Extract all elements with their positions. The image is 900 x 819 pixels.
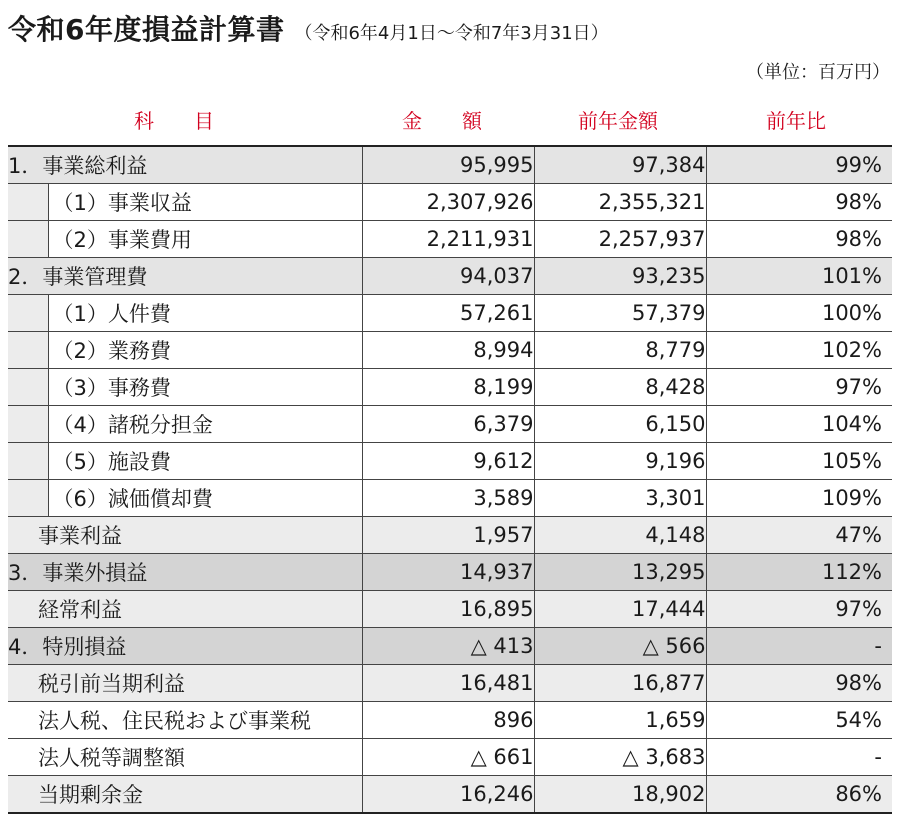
row-amount: 94,037 <box>362 258 534 295</box>
row-amount: 16,246 <box>362 776 534 814</box>
table-row <box>8 739 892 776</box>
column-header-prev-amount: 前年金額 <box>578 108 658 133</box>
unit-label: （単位：百万円） <box>746 62 890 83</box>
row-indent <box>8 369 48 406</box>
row-amount: 16,481 <box>362 665 534 702</box>
row-prev-amount: 16,877 <box>534 665 706 702</box>
row-prev-amount: 3,301 <box>534 480 706 517</box>
row-label: 事業利益 <box>8 517 362 554</box>
row-label: 経常利益 <box>8 591 362 628</box>
row-label: （2）業務費 <box>48 332 362 369</box>
table-row <box>8 406 892 443</box>
page-title: 令和6年度損益計算書 <box>8 13 285 46</box>
row-ratio: 98% <box>706 221 892 258</box>
table-row <box>8 554 892 591</box>
row-label: （5）施設費 <box>48 443 362 480</box>
row-amount: △ 661 <box>362 739 534 776</box>
fiscal-period: （令和6年4月1日～令和7年3月31日） <box>294 23 609 44</box>
table-row <box>8 480 892 517</box>
row-indent <box>8 332 48 369</box>
row-amount: 9,612 <box>362 443 534 480</box>
row-label: （3）事務費 <box>48 369 362 406</box>
row-indent <box>8 480 48 517</box>
row-prev-amount: 6,150 <box>534 406 706 443</box>
row-label: （1）人件費 <box>48 295 362 332</box>
table-row <box>8 146 892 184</box>
row-amount: 57,261 <box>362 295 534 332</box>
row-label: （6）減価償却費 <box>48 480 362 517</box>
row-ratio: 54% <box>706 702 892 739</box>
table-row <box>8 295 892 332</box>
table-row <box>8 443 892 480</box>
row-label: 2．事業管理費 <box>8 258 362 295</box>
row-prev-amount: 1,659 <box>534 702 706 739</box>
row-label: 当期剰余金 <box>8 776 362 814</box>
row-amount: 95,995 <box>362 146 534 184</box>
table-row <box>8 776 892 814</box>
row-ratio: 105% <box>706 443 892 480</box>
row-ratio: 97% <box>706 369 892 406</box>
row-amount: 896 <box>362 702 534 739</box>
row-amount: 8,199 <box>362 369 534 406</box>
row-ratio: 104% <box>706 406 892 443</box>
row-label: 税引前当期利益 <box>8 665 362 702</box>
table-row <box>8 665 892 702</box>
row-ratio: 102% <box>706 332 892 369</box>
row-amount: 16,895 <box>362 591 534 628</box>
row-prev-amount: 93,235 <box>534 258 706 295</box>
row-amount: 6,379 <box>362 406 534 443</box>
row-label: 4．特別損益 <box>8 628 362 665</box>
column-header-ratio: 前年比 <box>766 108 826 133</box>
row-prev-amount: 9,196 <box>534 443 706 480</box>
row-label: 法人税、住民税および事業税 <box>8 702 362 739</box>
row-ratio: 98% <box>706 665 892 702</box>
row-label: 3．事業外損益 <box>8 554 362 591</box>
row-prev-amount: 18,902 <box>534 776 706 814</box>
column-header-amount: 金 額 <box>402 108 482 133</box>
row-prev-amount: 4,148 <box>534 517 706 554</box>
row-label: （2）事業費用 <box>48 221 362 258</box>
row-amount: 2,211,931 <box>362 221 534 258</box>
row-ratio: 109% <box>706 480 892 517</box>
income-statement-table <box>8 145 892 814</box>
row-label: 法人税等調整額 <box>8 739 362 776</box>
row-ratio: 99% <box>706 146 892 184</box>
row-ratio: 86% <box>706 776 892 814</box>
row-prev-amount: 2,257,937 <box>534 221 706 258</box>
table-row <box>8 628 892 665</box>
table-row <box>8 184 892 221</box>
table-row <box>8 258 892 295</box>
row-ratio: 97% <box>706 591 892 628</box>
row-amount: 1,957 <box>362 517 534 554</box>
row-ratio: - <box>706 739 892 776</box>
row-prev-amount: 57,379 <box>534 295 706 332</box>
row-ratio: 101% <box>706 258 892 295</box>
row-ratio: 100% <box>706 295 892 332</box>
row-indent <box>8 184 48 221</box>
row-indent <box>8 406 48 443</box>
row-prev-amount: △ 566 <box>534 628 706 665</box>
row-indent <box>8 295 48 332</box>
row-label: 1．事業総利益 <box>8 146 362 184</box>
column-header-subject: 科 目 <box>134 108 214 133</box>
row-indent <box>8 443 48 480</box>
row-ratio: 112% <box>706 554 892 591</box>
row-amount: 14,937 <box>362 554 534 591</box>
row-prev-amount: 8,428 <box>534 369 706 406</box>
row-indent <box>8 221 48 258</box>
row-label: （1）事業収益 <box>48 184 362 221</box>
row-prev-amount: 97,384 <box>534 146 706 184</box>
row-ratio: 98% <box>706 184 892 221</box>
row-prev-amount: 2,355,321 <box>534 184 706 221</box>
table-row <box>8 332 892 369</box>
table-row <box>8 369 892 406</box>
table-row <box>8 517 892 554</box>
table-row <box>8 221 892 258</box>
row-prev-amount: △ 3,683 <box>534 739 706 776</box>
table-row <box>8 591 892 628</box>
row-amount: 8,994 <box>362 332 534 369</box>
title-block <box>8 8 609 48</box>
table-row <box>8 702 892 739</box>
row-prev-amount: 13,295 <box>534 554 706 591</box>
row-amount: 2,307,926 <box>362 184 534 221</box>
row-prev-amount: 8,779 <box>534 332 706 369</box>
row-amount: 3,589 <box>362 480 534 517</box>
row-ratio: 47% <box>706 517 892 554</box>
row-ratio: - <box>706 628 892 665</box>
row-label: （4）諸税分担金 <box>48 406 362 443</box>
row-prev-amount: 17,444 <box>534 591 706 628</box>
row-amount: △ 413 <box>362 628 534 665</box>
